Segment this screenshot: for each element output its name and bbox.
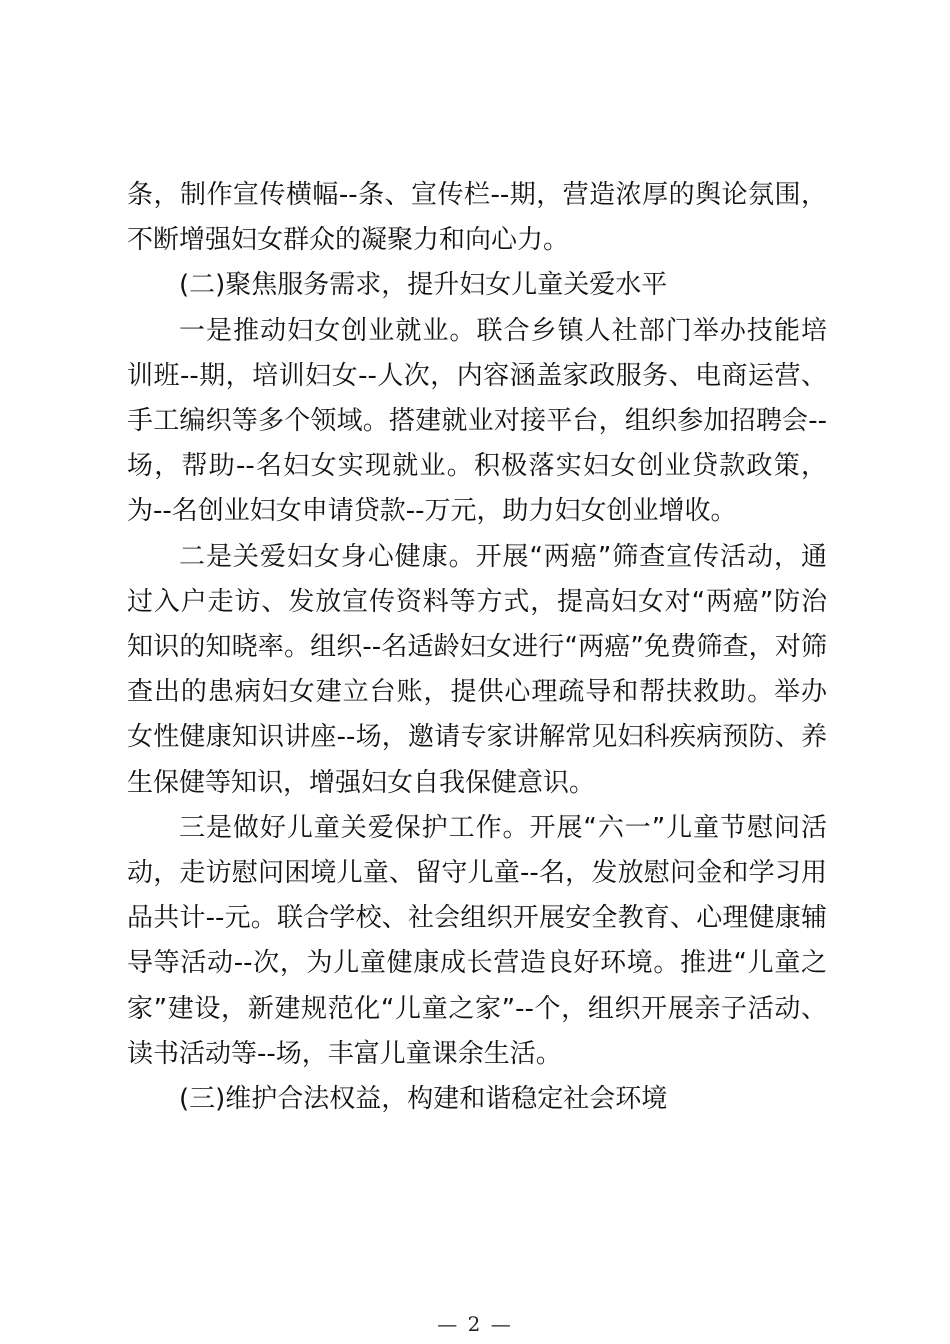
paragraph-continuation: 条，制作宣传横幅--条、宣传栏--期，营造浓厚的舆论氛围，不断增强妇女群众的凝聚力和向心力。: [127, 180, 827, 256]
page-number: — 2 —: [437, 1312, 513, 1336]
section-heading-2: (二)聚焦服务需求，提升妇女儿童关爱水平: [179, 270, 668, 301]
paragraph-health: 二是关爱妇女身心健康。开展“两癌”筛查宣传活动，通过入户走访、发放宣传资料等方式，提高妇女对“两癌”防治知识的知晓率。组织--名适龄妇女进行“两癌”免费筛查，对筛查出的患病妇女建立台账，提供心理疏导和帮扶救助。举办女性健康知识讲座--场，邀请专家讲解常见妇科疾病预防、养生保健等知识，增强妇女自我保健意识。: [127, 541, 827, 798]
paragraph-children: 三是做好儿童关爱保护工作。开展“六一”儿童节慰问活动，走访慰问困境儿童、留守儿童--名，发放慰问金和学习用品共计--元。联合学校、社会组织开展安全教育、心理健康辅导等活动--次，为儿童健康成长营造良好环境。推进“儿童之家”建设，新建规范化“儿童之家”--个，组织开展亲子活动、读书活动等--场，丰富儿童课余生活。: [127, 812, 827, 1069]
document-body: [127, 173, 827, 1122]
section-heading-3: (三)维护合法权益，构建和谐稳定社会环境: [179, 1084, 668, 1115]
paragraph-employment: 一是推动妇女创业就业。联合乡镇人社部门举办技能培训班--期，培训妇女--人次，内容涵盖家政服务、电商运营、手工编织等多个领域。搭建就业对接平台，组织参加招聘会--场，帮助--名妇女实现就业。积极落实妇女创业贷款政策，为--名创业妇女申请贷款--万元，助力妇女创业增收。: [127, 315, 827, 527]
